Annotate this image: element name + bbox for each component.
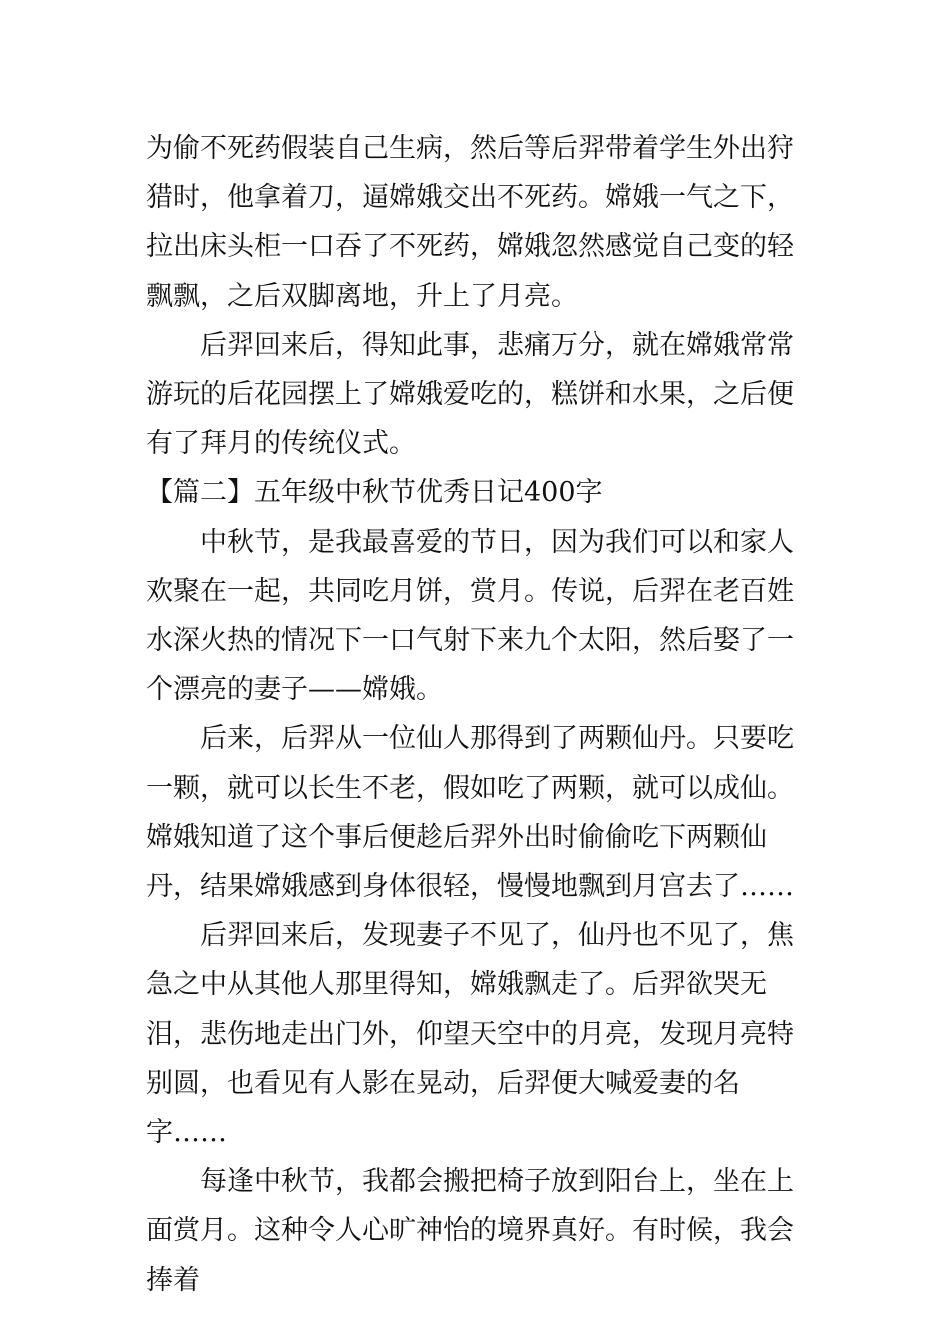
paragraph: 每逢中秋节，我都会搬把椅子放到阳台上，坐在上面赏月。这种令人心旷神怡的境界真好。有时候，我会捧着 (146, 1166, 794, 1296)
paragraph: 中秋节，是我最喜爱的节日，因为我们可以和家人欢聚在一起，共同吃月饼，赏月。传说，后羿在老百姓水深火热的情况下一口气射下来九个太阳，然后娶了一个漂亮的妻子——嫦娥。 (146, 526, 794, 706)
section-heading: 【篇二】五年级中秋节优秀日记400字 (146, 477, 603, 509)
paragraph-continuation: 为偷不死药假装自己生病，然后等后羿带着学生外出狩猎时，他拿着刀，逼嫦娥交出不死药。嫦娥一气之下，拉出床头柜一口吞了不死药，嫦娥忽然感觉自己变的轻飘飘，之后双脚离地，升上了月亮。 (146, 133, 794, 312)
paragraph: 后羿回来后，发现妻子不见了，仙丹也不见了，焦急之中从其他人那里得知，嫦娥飘走了。后羿欲哭无泪，悲伤地走出门外，仰望天空中的月亮，发现月亮特别圆，也看见有人影在晃动，后羿便大喊爱妻的名字…… (146, 920, 794, 1149)
paragraph: 后来，后羿从一位仙人那得到了两颗仙丹。只要吃一颗，就可以长生不老，假如吃了两颗，就可以成仙。嫦娥知道了这个事后便趁后羿外出时偷偷吃下两颗仙丹，结果嫦娥感到身体很轻，慢慢地飘到月宫去了…… (146, 723, 794, 903)
document-body (146, 124, 814, 1305)
paragraph: 后羿回来后，得知此事，悲痛万分，就在嫦娥常常游玩的后花园摆上了嫦娥爱吃的，糕饼和水果，之后便有了拜月的传统仪式。 (146, 329, 794, 460)
